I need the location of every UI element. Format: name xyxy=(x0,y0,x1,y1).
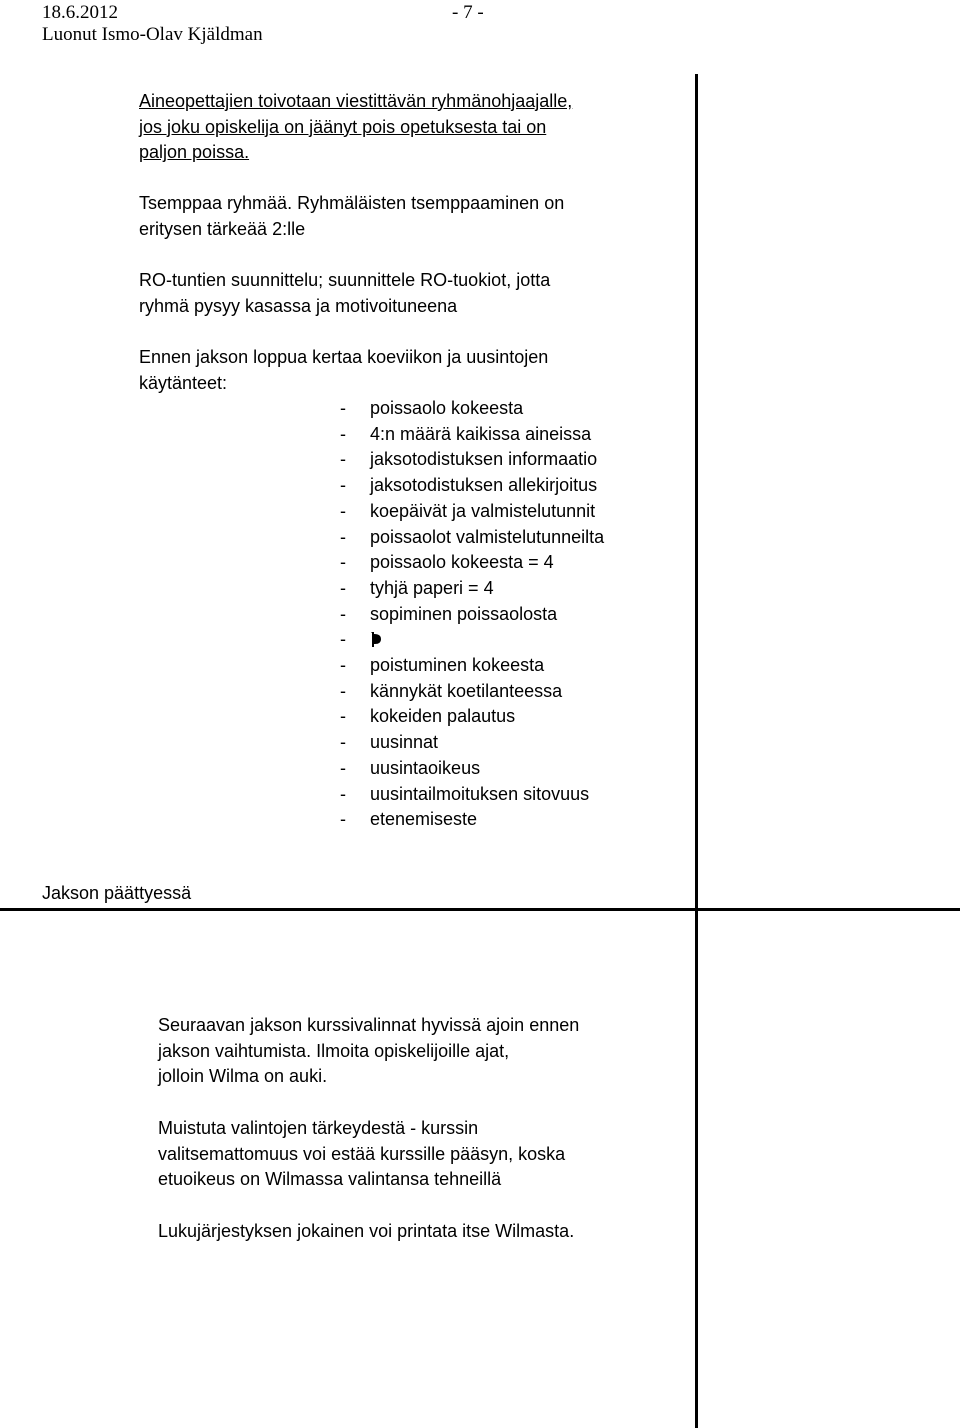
practices-list xyxy=(340,396,604,833)
list-item: - poissaolo kokeesta = 4 xyxy=(340,550,604,576)
text-line: Tsemppaa ryhmää. Ryhmäläisten tsemppaaminen on xyxy=(139,193,565,213)
text-line: Muistuta valintojen tärkeydestä - kurssin xyxy=(158,1118,479,1138)
list-dash: - xyxy=(340,449,346,470)
list-item: - poistuminen kokeesta xyxy=(340,653,604,679)
header-author: Luonut Ismo-Olav Kjäldman xyxy=(42,24,263,45)
text-line: etuoikeus on Wilmassa valintansa tehneillä xyxy=(158,1169,502,1190)
list-dash: - xyxy=(340,757,346,778)
text-line: Seuraavan jakson kurssivalinnat hyvissä ajoin ennen xyxy=(158,1015,580,1035)
list-item: - poissaolo kokeesta xyxy=(340,396,604,422)
list-item: - etenemiseste xyxy=(340,807,604,833)
list-dash: - xyxy=(340,655,346,676)
list-item: - koepäivät ja valmistelutunnit xyxy=(340,499,604,525)
text-line: jakson vaihtumista. Ilmoita opiskelijoille ajat, xyxy=(158,1040,510,1061)
paragraph-encourage-group xyxy=(139,191,689,242)
text-line: RO-tuntien suunnittelu; suunnittele RO-tuokiot, jotta xyxy=(139,270,551,290)
list-item: - jaksotodistuksen allekirjoitus xyxy=(340,473,604,499)
page-number: - 7 - xyxy=(452,2,484,23)
list-item: - tyhjä paperi = 4 xyxy=(340,576,604,602)
list-item: - sopiminen poissaolosta xyxy=(340,602,604,628)
paragraph-before-period-end xyxy=(139,345,689,396)
text-line: valitsemattomuus voi estää kurssille pääsyn, koska xyxy=(158,1143,566,1164)
list-dash: - xyxy=(340,552,346,573)
list-item: - jaksotodistuksen informaatio xyxy=(340,447,604,473)
list-dash: - xyxy=(340,475,346,496)
text-line: paljon poissa. xyxy=(139,142,250,163)
paragraph-teacher-notice xyxy=(139,89,689,166)
text-line: eritysen tärkeää 2:lle xyxy=(139,218,306,239)
list-item xyxy=(340,627,604,653)
list-item: - uusintaoikeus xyxy=(340,756,604,782)
list-item: - poissaolot valmistelutunneilta xyxy=(340,525,604,551)
text-line: Lukujärjestyksen jokainen voi printata itse Wilmasta. xyxy=(158,1221,575,1241)
column-divider-vertical xyxy=(695,74,698,1428)
paragraph-timetable xyxy=(158,1219,678,1245)
section-divider-horizontal xyxy=(0,908,960,911)
paragraph-course-selection xyxy=(158,1013,678,1090)
list-item: - kännykät koetilanteessa xyxy=(340,679,604,705)
list-item: - uusinnat xyxy=(340,730,604,756)
section-heading: Jakson päättyessä xyxy=(42,883,192,903)
ink-mark-icon xyxy=(370,631,382,647)
list-dash: - xyxy=(340,577,346,598)
list-dash: - xyxy=(340,629,346,650)
list-dash: - xyxy=(340,732,346,753)
text-line: Aineopettajien toivotaan viestittävän ryhmänohjaajalle, xyxy=(139,91,573,111)
list-dash: - xyxy=(340,423,346,444)
list-dash: - xyxy=(340,706,346,727)
list-dash: - xyxy=(340,603,346,624)
list-item: - uusintailmoituksen sitovuus xyxy=(340,782,604,808)
text-line: käytänteet: xyxy=(139,372,228,393)
list-dash: - xyxy=(340,680,346,701)
text-line: ryhmä pysyy kasassa ja motivoituneena xyxy=(139,295,458,316)
text-line: Ennen jakson loppua kertaa koeviikon ja uusintojen xyxy=(139,347,549,367)
paragraph-selection-importance xyxy=(158,1116,678,1193)
list-item: - kokeiden palautus xyxy=(340,704,604,730)
header-date: 18.6.2012 xyxy=(42,2,118,23)
list-dash: - xyxy=(340,526,346,547)
list-dash: - xyxy=(340,398,346,418)
text-line: jolloin Wilma on auki. xyxy=(158,1066,328,1087)
list-dash: - xyxy=(340,783,346,804)
list-dash: - xyxy=(340,809,346,830)
text-line: jos joku opiskelija on jäänyt pois opetuksesta tai on xyxy=(139,116,547,137)
paragraph-ro-planning xyxy=(139,268,689,319)
list-item: - 4:n määrä kaikissa aineissa xyxy=(340,422,604,448)
list-dash: - xyxy=(340,500,346,521)
